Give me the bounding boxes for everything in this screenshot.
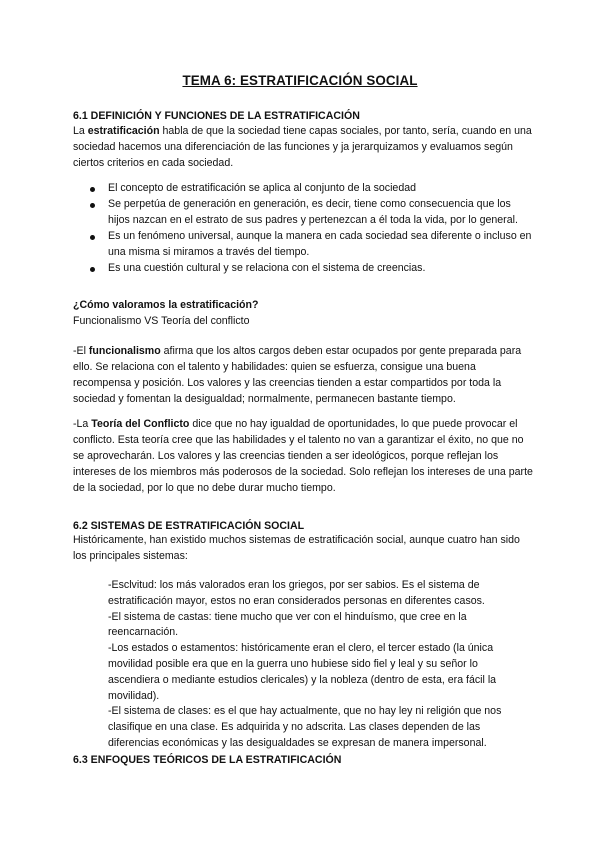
bullet-icon — [90, 235, 95, 240]
list-item: Se perpetúa de generación en generación, es decir, tiene como consecuencia que los hijos nazcan en el estrato de sus padres y pertenezcan a él toda la vida, por lo general. — [73, 197, 533, 229]
bold-term: Teoría del Conflicto — [91, 418, 190, 430]
paragraph-funcionalismo: -El funcionalismo afirma que los altos cargos deben estar ocupados por gente preparada para ello. Se relaciona con el talento y habilidades: quien se esfuerza, consigue una buena recompensa y posición. Los valores y las creencias tienden a estar compartidos por toda la sociedad y fomentan la desigualdad; normalmente, permanecen bastante tiempo. — [73, 345, 522, 405]
list-item: Es una cuestión cultural y se relaciona con el sistema de creencias. — [73, 261, 533, 277]
list-item: Es un fenómeno universal, aunque la manera en cada sociedad sea diferente o incluso en una misma si miramos a través del tiempo. — [73, 229, 533, 261]
bullet-icon — [90, 203, 95, 208]
paragraph-definition: La estratificación habla de que la sociedad tiene capas sociales, por tanto, sería, cuando en una sociedad hacemos una diferenciación de las funciones y ja jerarquizamos y evaluamos según ciertos criterios en cada sociedad. — [73, 125, 532, 169]
section-heading-6-3: 6.3 ENFOQUES TEÓRICOS DE LA ESTRATIFICACIÓN — [73, 754, 342, 766]
systems-list — [108, 578, 528, 752]
page-title: TEMA 6: ESTRATIFICACIÓN SOCIAL — [182, 73, 418, 88]
subheading-valoracion: ¿Cómo valoramos la estratificación? — [73, 299, 259, 311]
bold-term: funcionalismo — [88, 345, 161, 357]
bullet-icon — [90, 187, 95, 192]
bold-term: estratificación — [87, 125, 160, 137]
section-heading-6-2: 6.2 SISTEMAS DE ESTRATIFICACIÓN SOCIAL — [73, 520, 305, 532]
bullet-icon — [90, 267, 95, 272]
paragraph-sistemas-intro: Históricamente, han existido muchos sistemas de estratificación social, aunque cuatro han sido los principales sistemas: — [73, 534, 520, 562]
subtitle-func-vs-conflicto: Funcionalismo VS Teoría del conflicto — [73, 315, 250, 327]
section-heading-6-1: 6.1 DEFINICIÓN Y FUNCIONES DE LA ESTRATIFICACIÓN — [73, 110, 360, 122]
list-item: -Los estados o estamentos: históricamente eran el clero, el tercer estado (la única movilidad posible era que en la guerra uno hubiese sido fiel y leal y su señor lo ascendiera o mediante estudios clericales) y la nobleza (dentro de esta, era fácil la movilidad). — [108, 642, 497, 702]
list-item: -El sistema de castas: tiene mucho que ver con el hinduísmo, que cree en la reencarnación. — [108, 610, 467, 639]
list-item: El concepto de estratificación se aplica al conjunto de la sociedad — [73, 181, 533, 197]
list-item: -El sistema de clases: es el que hay actualmente, que no hay ley ni religión que nos clasifique en una clase. Es adquirida y no adscrita. Las clases dependen de las diferencias económicas y las desigualdades se expresan de manera impersonal. — [108, 705, 502, 749]
list-item: -Esclvitud: los más valorados eran los griegos, por ser sabios. Es el sistema de estratificación mayor, estos no eran considerados personas en diferentes casos. — [108, 579, 485, 607]
paragraph-teoria-conflicto: -La Teoría del Conflicto dice que no hay igualdad de oportunidades, lo que puede provocar el conflicto. Esta teoría cree que las habilidades y el talento no van a garantizar el éxito, no que no se aprovecharán. Los valores y las creencias tienden a ser ideológicos, porque reflejan los intereses de los miembros más poderosos de la sociedad. Solo reflejan los intereses de una parte de la sociedad, por lo que no debe durar mucho tiempo. — [73, 418, 533, 494]
bullet-list — [73, 181, 533, 276]
